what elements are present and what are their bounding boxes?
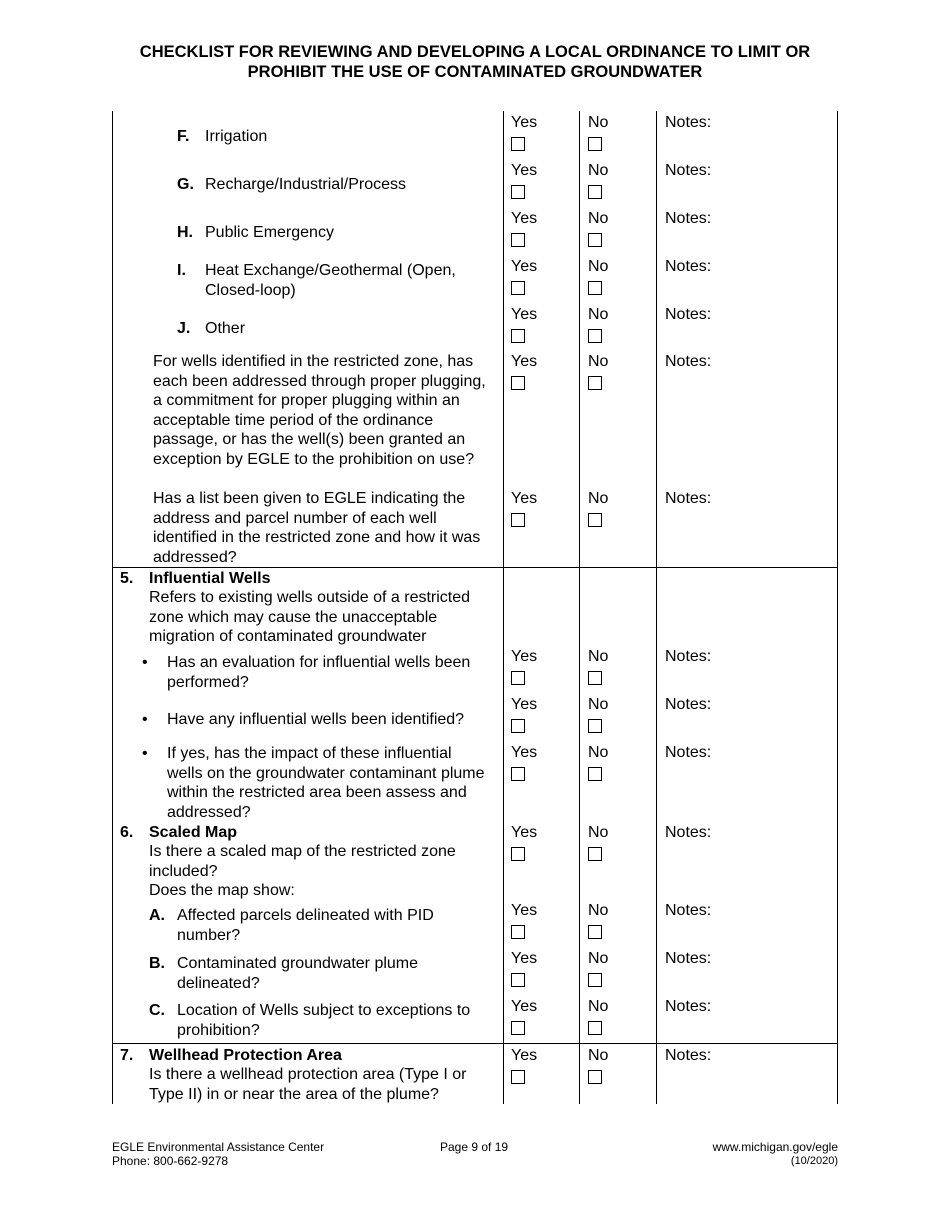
notes-label: Notes: — [665, 744, 712, 761]
no-cell — [588, 743, 608, 781]
yes-label: Yes — [511, 950, 538, 967]
no-label: No — [588, 114, 609, 131]
title-line-1: CHECKLIST FOR REVIEWING AND DEVELOPING A LOCAL ORDINANCE TO LIMIT OR — [139, 43, 811, 61]
no-cell — [588, 823, 608, 861]
no-label: No — [588, 353, 609, 370]
no-checkbox[interactable] — [588, 376, 602, 390]
section-title-wellhead-protection: Wellhead Protection Area — [149, 1047, 342, 1064]
yes-checkbox[interactable] — [511, 1070, 525, 1084]
no-cell — [588, 647, 608, 685]
no-label: No — [588, 998, 609, 1015]
yes-checkbox[interactable] — [511, 281, 525, 295]
no-label: No — [588, 258, 609, 275]
no-cell — [588, 1046, 608, 1084]
no-label: No — [588, 162, 609, 179]
no-checkbox[interactable] — [588, 671, 602, 685]
yes-checkbox[interactable] — [511, 137, 525, 151]
notes-label: Notes: — [665, 490, 712, 507]
yes-checkbox[interactable] — [511, 847, 525, 861]
no-cell — [588, 161, 608, 199]
yes-checkbox[interactable] — [511, 376, 525, 390]
bullet-marker: • — [142, 654, 148, 671]
no-checkbox[interactable] — [588, 281, 602, 295]
yes-cell — [511, 489, 537, 527]
section-number: 7. — [120, 1047, 134, 1064]
column-divider-no — [579, 111, 580, 1104]
notes-label: Notes: — [665, 353, 712, 370]
notes-label: Notes: — [665, 824, 712, 841]
yes-cell — [511, 161, 537, 199]
restricted-zone-question-list: Has a list been given to EGLE indicating the address and parcel number of each well identified in the restricted zone and how it was addressed? — [153, 490, 481, 566]
use-label-irrigation: Irrigation — [205, 128, 268, 145]
notes-label: Notes: — [665, 648, 712, 665]
restricted-zone-question-plugging: For wells identified in the restricted zone, has each been addressed through proper plugging, a commitment for proper plugging within an acceptable time period of the ordinance passage, or has the well(s) been granted an exception by EGLE to the prohibition on use? — [153, 353, 486, 468]
notes-label: Notes: — [665, 210, 712, 227]
yes-checkbox[interactable] — [511, 671, 525, 685]
yes-label: Yes — [511, 998, 538, 1015]
section-number: 5. — [120, 570, 134, 587]
row-divider-section5 — [112, 567, 838, 568]
column-divider-yes — [503, 111, 504, 1104]
no-checkbox[interactable] — [588, 767, 602, 781]
yes-checkbox[interactable] — [511, 767, 525, 781]
question-influential-identified: Have any influential wells been identified? — [167, 711, 465, 728]
yes-label: Yes — [511, 902, 538, 919]
yes-cell — [511, 1046, 537, 1084]
yes-cell — [511, 257, 537, 295]
notes-label: Notes: — [665, 902, 712, 919]
no-cell — [588, 257, 608, 295]
no-checkbox[interactable] — [588, 137, 602, 151]
use-letter: F. — [177, 128, 190, 145]
no-label: No — [588, 744, 609, 761]
no-cell — [588, 352, 608, 390]
question-influential-evaluation: Has an evaluation for influential wells been performed? — [167, 654, 471, 691]
use-label-recharge: Recharge/Industrial/Process — [205, 176, 406, 193]
no-checkbox[interactable] — [588, 233, 602, 247]
table-right-border — [837, 111, 838, 1104]
no-label: No — [588, 824, 609, 841]
yes-label: Yes — [511, 162, 538, 179]
map-item-letter: A. — [149, 907, 165, 924]
yes-cell — [511, 949, 537, 987]
notes-label: Notes: — [665, 258, 712, 275]
question-wellhead-protection: Is there a wellhead protection area (Type I or Type II) in or near the area of the plume? — [149, 1066, 467, 1103]
yes-checkbox[interactable] — [511, 513, 525, 527]
use-letter: I. — [177, 262, 186, 279]
no-checkbox[interactable] — [588, 847, 602, 861]
column-divider-notes — [656, 111, 657, 1104]
notes-label: Notes: — [665, 950, 712, 967]
no-checkbox[interactable] — [588, 329, 602, 343]
yes-checkbox[interactable] — [511, 185, 525, 199]
yes-cell — [511, 305, 537, 343]
no-cell — [588, 113, 608, 151]
bullet-marker: • — [142, 711, 148, 728]
yes-checkbox[interactable] — [511, 1021, 525, 1035]
bullet-marker: • — [142, 745, 148, 762]
yes-checkbox[interactable] — [511, 233, 525, 247]
notes-label: Notes: — [665, 696, 712, 713]
yes-label: Yes — [511, 696, 538, 713]
footer-org: EGLE Environmental Assistance Center — [112, 1140, 325, 1154]
notes-label: Notes: — [665, 998, 712, 1015]
yes-checkbox[interactable] — [511, 973, 525, 987]
use-letter: G. — [177, 176, 194, 193]
yes-label: Yes — [511, 210, 538, 227]
yes-checkbox[interactable] — [511, 329, 525, 343]
no-cell — [588, 489, 608, 527]
yes-label: Yes — [511, 114, 538, 131]
no-checkbox[interactable] — [588, 925, 602, 939]
section-title-scaled-map: Scaled Map — [149, 824, 238, 841]
notes-label: Notes: — [665, 1047, 712, 1064]
no-checkbox[interactable] — [588, 719, 602, 733]
map-item-plume: Contaminated groundwater plume delineated? — [177, 955, 419, 992]
yes-cell — [511, 209, 537, 247]
yes-checkbox[interactable] — [511, 925, 525, 939]
no-checkbox[interactable] — [588, 1021, 602, 1035]
yes-label: Yes — [511, 648, 538, 665]
use-label-heat-exchange: Heat Exchange/Geothermal (Open, Closed-loop) — [205, 262, 456, 299]
page-title — [0, 42, 950, 82]
no-label: No — [588, 696, 609, 713]
section-description: Refers to existing wells outside of a restricted zone which may cause the unacceptable migration of contaminated groundwater — [149, 589, 471, 645]
footer-right — [713, 1140, 838, 1168]
no-label: No — [588, 950, 609, 967]
yes-checkbox[interactable] — [511, 719, 525, 733]
no-checkbox[interactable] — [588, 1070, 602, 1084]
table-left-border — [112, 111, 113, 1104]
yes-label: Yes — [511, 490, 538, 507]
yes-label: Yes — [511, 824, 538, 841]
no-checkbox[interactable] — [588, 973, 602, 987]
question-scaled-map: Is there a scaled map of the restricted zone included? — [149, 843, 456, 880]
yes-cell — [511, 901, 537, 939]
no-cell — [588, 305, 608, 343]
use-label-public-emergency: Public Emergency — [205, 224, 334, 241]
question-influential-impact: If yes, has the impact of these influential wells on the groundwater contaminant plume within the restricted area been assess and addressed? — [167, 745, 485, 821]
notes-label: Notes: — [665, 114, 712, 131]
yes-cell — [511, 647, 537, 685]
notes-label: Notes: — [665, 162, 712, 179]
footer-page-number: Page 9 of 19 — [440, 1140, 509, 1154]
footer-phone: Phone: 800-662-9278 — [112, 1154, 229, 1168]
footer-left — [112, 1140, 324, 1168]
use-label-other: Other — [205, 320, 246, 337]
no-label: No — [588, 648, 609, 665]
no-cell — [588, 695, 608, 733]
no-cell — [588, 209, 608, 247]
yes-cell — [511, 113, 537, 151]
yes-cell — [511, 823, 537, 861]
yes-cell — [511, 997, 537, 1035]
footer-url[interactable]: www.michigan.gov/egle — [712, 1140, 838, 1154]
yes-cell — [511, 352, 537, 390]
no-label: No — [588, 210, 609, 227]
map-item-wells-location: Location of Wells subject to exceptions to prohibition? — [177, 1002, 471, 1039]
yes-label: Yes — [511, 744, 538, 761]
section-title-influential-wells: Influential Wells — [149, 570, 271, 587]
yes-label: Yes — [511, 353, 538, 370]
row-divider-section7 — [112, 1043, 838, 1044]
notes-label: Notes: — [665, 306, 712, 323]
no-cell — [588, 949, 608, 987]
title-line-2: PROHIBIT THE USE OF CONTAMINATED GROUNDWATER — [247, 63, 703, 81]
use-letter: H. — [177, 224, 193, 241]
no-label: No — [588, 902, 609, 919]
no-label: No — [588, 490, 609, 507]
no-checkbox[interactable] — [588, 513, 602, 527]
no-cell — [588, 901, 608, 939]
yes-label: Yes — [511, 258, 538, 275]
map-item-letter: B. — [149, 955, 165, 972]
no-checkbox[interactable] — [588, 185, 602, 199]
yes-cell — [511, 743, 537, 781]
footer-revision: (10/2020) — [790, 1155, 838, 1167]
no-label: No — [588, 1047, 609, 1064]
map-item-parcels: Affected parcels delineated with PID number? — [177, 907, 434, 944]
use-letter: J. — [177, 320, 191, 337]
yes-label: Yes — [511, 1047, 538, 1064]
section-number: 6. — [120, 824, 134, 841]
no-cell — [588, 997, 608, 1035]
yes-cell — [511, 695, 537, 733]
yes-label: Yes — [511, 306, 538, 323]
map-item-letter: C. — [149, 1002, 165, 1019]
map-show-label: Does the map show: — [149, 882, 295, 899]
no-label: No — [588, 306, 609, 323]
